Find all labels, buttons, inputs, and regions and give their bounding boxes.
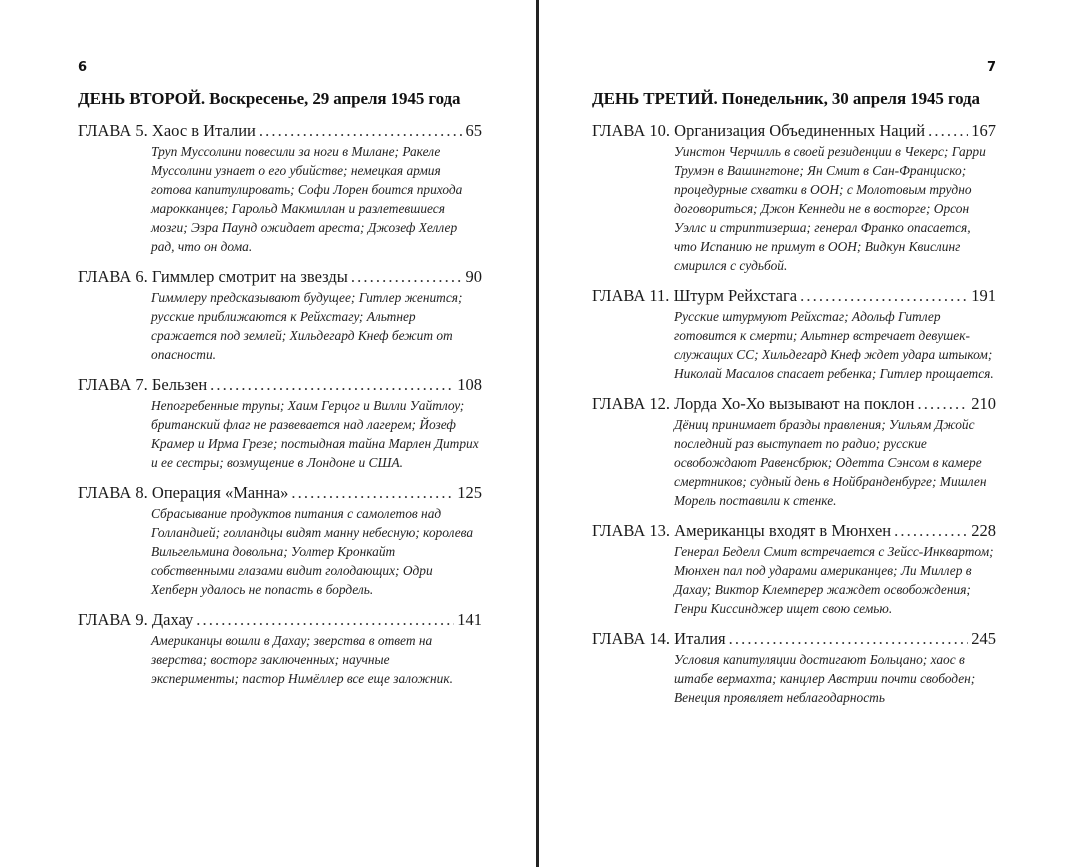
chapter-heading-line xyxy=(78,610,482,630)
chapter-heading-line xyxy=(78,375,482,395)
left-page xyxy=(78,0,482,867)
chapter-title: Лорда Хо-Хо вызывают на поклон xyxy=(674,394,915,413)
chapter-description: Сбрасывание продуктов питания с самолетов над Голландией; голландцы видят манну небесную; королева Вильгельмина довольна; Уолтер Кронкайт собственными глазами видит голодающих; Одри Хепберн удалось не попасть в бордель. xyxy=(151,506,474,597)
chapter-title: Дахау xyxy=(151,610,194,629)
dot-leader xyxy=(800,286,968,306)
chapter-label: ГЛАВА 13. xyxy=(592,521,671,540)
toc-entry-chapter-11[interactable] xyxy=(592,286,996,383)
chapter-title: Операция «Манна» xyxy=(151,483,289,502)
day-heading: ДЕНЬ ВТОРОЙ. Воскресенье, 29 апреля 1945 года xyxy=(78,89,461,108)
chapter-page-number: 108 xyxy=(457,375,482,394)
chapter-heading-line xyxy=(592,286,996,306)
chapter-page-number: 191 xyxy=(971,286,996,305)
chapter-label: ГЛАВА 9. xyxy=(78,610,148,629)
chapter-heading-line xyxy=(592,521,996,541)
chapter-title: Бельзен xyxy=(151,375,208,394)
page-number: 6 xyxy=(78,60,88,75)
page-number: 7 xyxy=(986,60,996,75)
chapter-page-number: 65 xyxy=(465,121,482,140)
dot-leader xyxy=(210,375,454,395)
chapter-heading-line xyxy=(592,629,996,649)
chapter-title: Организация Объединенных Наций xyxy=(674,121,926,140)
dot-leader xyxy=(928,121,968,141)
chapter-page-number: 90 xyxy=(465,267,482,286)
dot-leader xyxy=(259,121,463,141)
chapter-page-number: 167 xyxy=(971,121,996,140)
chapter-page-number: 245 xyxy=(971,629,996,648)
dot-leader xyxy=(291,483,454,503)
chapter-list xyxy=(592,121,996,718)
chapter-description: Условия капитуляции достигают Больцано; хаос в штабе вермахта; канцлер Австрии почти свободен; Венеция проявляет неблагодарность xyxy=(674,652,976,705)
book-spine-divider xyxy=(536,0,539,867)
chapter-heading-line xyxy=(78,121,482,141)
chapter-heading-line xyxy=(592,121,996,141)
chapter-label: ГЛАВА 12. xyxy=(592,394,671,413)
dot-leader xyxy=(917,394,968,414)
chapter-label: ГЛАВА 10. xyxy=(592,121,671,140)
chapter-heading-line xyxy=(592,394,996,414)
chapter-label: ГЛАВА 5. xyxy=(78,121,148,140)
chapter-description: Генерал Беделл Смит встречается с Зейсс-Инквартом; Мюнхен пал под ударами американцев; Ли Миллер в Дахау; Виктор Клемперер жаждет освобождения; Генри Киссинджер ищет свою семью. xyxy=(674,544,994,616)
toc-entry-chapter-10[interactable] xyxy=(592,121,996,275)
chapter-description: Русские штурмуют Рейхстаг; Адольф Гитлер готовится к смерти; Альтнер встречает девушек-служащих СС; Хильдегард Кнеф ждет удара штыком; Николай Масалов спасает ребенка; Гитлер прощается. xyxy=(674,309,994,381)
chapter-title: Американцы входят в Мюнхен xyxy=(674,521,892,540)
chapter-label: ГЛАВА 6. xyxy=(78,267,148,286)
toc-entry-chapter-8[interactable] xyxy=(78,483,482,599)
chapter-heading-line xyxy=(78,267,482,287)
toc-entry-chapter-6[interactable] xyxy=(78,267,482,364)
chapter-label: ГЛАВА 11. xyxy=(592,286,670,305)
chapter-title: Италия xyxy=(674,629,726,648)
chapter-page-number: 210 xyxy=(971,394,996,413)
chapter-heading-line xyxy=(78,483,482,503)
day-heading: ДЕНЬ ТРЕТИЙ. Понедельник, 30 апреля 1945 года xyxy=(592,89,980,108)
chapter-description: Гиммлеру предсказывают будущее; Гитлер женится; русские приближаются к Рейхстагу; Альтнер сражается под землей; Хильдегард Кнеф бежит от опасности. xyxy=(151,290,463,362)
toc-entry-chapter-13[interactable] xyxy=(592,521,996,618)
dot-leader xyxy=(351,267,463,287)
dot-leader xyxy=(894,521,968,541)
chapter-description: Непогребенные трупы; Хаим Герцог и Вилли Уайтлоу; британский флаг не развевается над лагерем; Йозеф Крамер и Ирма Грезе; постыдная тайна Марлен Дитрих и ее сестры; возмущение в Лондоне и США. xyxy=(151,398,479,470)
toc-entry-chapter-7[interactable] xyxy=(78,375,482,472)
chapter-label: ГЛАВА 7. xyxy=(78,375,148,394)
dot-leader xyxy=(729,629,969,649)
chapter-page-number: 228 xyxy=(971,521,996,540)
chapter-label: ГЛАВА 14. xyxy=(592,629,671,648)
chapter-title: Хаос в Италии xyxy=(151,121,256,140)
chapter-title: Штурм Рейхстага xyxy=(673,286,798,305)
chapter-description: Уинстон Черчилль в своей резиденции в Чекерс; Гарри Трумэн в Вашингтоне; Ян Смит в Сан-Франциско; процедурные схватки в ООН; с Молотовым трудно договориться; Джон Кеннеди не в восторге; Орсон Уэллс и стриптизерша; генерал Франко опасается, что Испанию не примут в ООН; Видкун Квислинг смирился с судьбой. xyxy=(674,144,986,273)
right-page xyxy=(592,0,996,867)
toc-entry-chapter-5[interactable] xyxy=(78,121,482,256)
chapter-description: Дёниц принимает бразды правления; Уильям Джойс последний раз выступает по радио; русские освобождают Равенсбрюк; Одетта Сэнсом в камере смертников; судный день в Нойбранденбурге; Мишлен Морель поставили к стенке. xyxy=(674,417,987,508)
toc-entry-chapter-12[interactable] xyxy=(592,394,996,510)
chapter-page-number: 141 xyxy=(457,610,482,629)
chapter-title: Гиммлер смотрит на звезды xyxy=(151,267,348,286)
chapter-list xyxy=(78,121,482,699)
dot-leader xyxy=(196,610,454,630)
chapter-label: ГЛАВА 8. xyxy=(78,483,148,502)
chapter-description: Труп Муссолини повесили за ноги в Милане; Ракеле Муссолини узнает о его убийстве; немецкая армия готова капитулировать; Софи Лорен боится прихода марокканцев; Гарольд Макмиллан и разлетевшиеся мозги; Эзра Паунд ожидает ареста; Джозеф Хеллер рад, что он дома. xyxy=(151,144,463,254)
chapter-description: Американцы вошли в Дахау; зверства в ответ на зверства; восторг заключенных; научные эксперименты; пастор Нимёллер все еще заложник. xyxy=(151,633,453,686)
toc-entry-chapter-9[interactable] xyxy=(78,610,482,688)
chapter-page-number: 125 xyxy=(457,483,482,502)
toc-entry-chapter-14[interactable] xyxy=(592,629,996,707)
